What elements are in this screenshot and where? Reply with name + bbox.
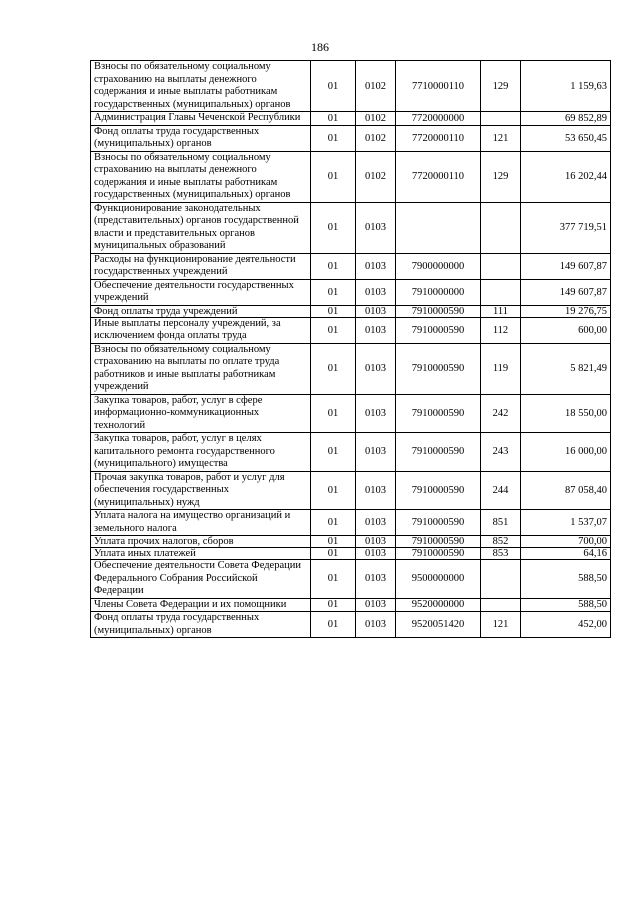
subsection-code: 0103: [356, 598, 396, 612]
item-name: Уплата налога на имущество организаций и земельного налога: [91, 510, 311, 536]
expense-type-code: 119: [481, 343, 521, 394]
target-article-code: 7910000590: [396, 510, 481, 536]
subsection-code: 0103: [356, 202, 396, 253]
table-row: [91, 279, 611, 305]
budget-table: [90, 60, 611, 638]
amount: 69 852,89: [521, 112, 611, 126]
page-number: 186: [311, 40, 329, 54]
amount: 149 607,87: [521, 253, 611, 279]
subsection-code: 0103: [356, 536, 396, 548]
subsection-code: 0102: [356, 61, 396, 112]
section-code: 01: [311, 279, 356, 305]
amount: 87 058,40: [521, 471, 611, 510]
subsection-code: 0102: [356, 125, 396, 151]
amount: 18 550,00: [521, 394, 611, 433]
target-article-code: 7910000590: [396, 305, 481, 317]
amount: 452,00: [521, 612, 611, 638]
item-name: Уплата иных платежей: [91, 548, 311, 560]
amount: 149 607,87: [521, 279, 611, 305]
target-article-code: [396, 202, 481, 253]
amount: 588,50: [521, 560, 611, 599]
section-code: 01: [311, 548, 356, 560]
section-code: 01: [311, 536, 356, 548]
table-row: [91, 253, 611, 279]
table-row: [91, 305, 611, 317]
table-row: [91, 343, 611, 394]
table-row: [91, 548, 611, 560]
expense-type-code: [481, 598, 521, 612]
expense-type-code: 129: [481, 61, 521, 112]
amount: 1 159,63: [521, 61, 611, 112]
table-row: [91, 112, 611, 126]
table-row: [91, 598, 611, 612]
item-name: Взносы по обязательному социальному страхованию на выплаты денежного содержания и иные выплаты работникам государственных (муниципальных) органов: [91, 151, 311, 202]
subsection-code: 0103: [356, 317, 396, 343]
item-name: Фонд оплаты труда учреждений: [91, 305, 311, 317]
amount: 53 650,45: [521, 125, 611, 151]
table-row: [91, 151, 611, 202]
expense-type-code: 244: [481, 471, 521, 510]
expense-type-code: 111: [481, 305, 521, 317]
target-article-code: 7720000110: [396, 151, 481, 202]
expense-type-code: [481, 253, 521, 279]
target-article-code: 7910000590: [396, 317, 481, 343]
table-row: [91, 536, 611, 548]
subsection-code: 0103: [356, 510, 396, 536]
subsection-code: 0103: [356, 394, 396, 433]
section-code: 01: [311, 471, 356, 510]
target-article-code: 9500000000: [396, 560, 481, 599]
amount: 5 821,49: [521, 343, 611, 394]
target-article-code: 7910000590: [396, 536, 481, 548]
amount: 600,00: [521, 317, 611, 343]
expense-type-code: 853: [481, 548, 521, 560]
table-row: [91, 61, 611, 112]
table-row: [91, 202, 611, 253]
table-row: [91, 317, 611, 343]
expense-type-code: 121: [481, 612, 521, 638]
item-name: Функционирование законодательных (представительных) органов государственной власти и представительных органов муниципальных образований: [91, 202, 311, 253]
expense-type-code: 112: [481, 317, 521, 343]
subsection-code: 0103: [356, 560, 396, 599]
table-row: [91, 560, 611, 599]
target-article-code: 7720000110: [396, 125, 481, 151]
target-article-code: 7910000590: [396, 433, 481, 472]
item-name: Взносы по обязательному социальному страхованию на выплаты денежного содержания и иные выплаты работникам государственных (муниципальных) органов: [91, 61, 311, 112]
table-row: [91, 433, 611, 472]
target-article-code: 9520000000: [396, 598, 481, 612]
table-row: [91, 394, 611, 433]
section-code: 01: [311, 151, 356, 202]
target-article-code: 7910000590: [396, 394, 481, 433]
section-code: 01: [311, 394, 356, 433]
subsection-code: 0103: [356, 612, 396, 638]
table-row: [91, 510, 611, 536]
amount: 700,00: [521, 536, 611, 548]
section-code: 01: [311, 202, 356, 253]
item-name: Обеспечение деятельности Совета Федерации Федерального Собрания Российской Федерации: [91, 560, 311, 599]
item-name: Закупка товаров, работ, услуг в целях капитального ремонта государственного (муниципального) имущества: [91, 433, 311, 472]
amount: 64,16: [521, 548, 611, 560]
subsection-code: 0103: [356, 305, 396, 317]
table-row: [91, 612, 611, 638]
expense-type-code: [481, 112, 521, 126]
item-name: Иные выплаты персоналу учреждений, за исключением фонда оплаты труда: [91, 317, 311, 343]
expense-type-code: 851: [481, 510, 521, 536]
table-row: [91, 125, 611, 151]
target-article-code: 7710000110: [396, 61, 481, 112]
subsection-code: 0103: [356, 433, 396, 472]
subsection-code: 0103: [356, 471, 396, 510]
budget-table-body: [91, 61, 611, 638]
section-code: 01: [311, 343, 356, 394]
amount: 1 537,07: [521, 510, 611, 536]
item-name: Члены Совета Федерации и их помощники: [91, 598, 311, 612]
item-name: Взносы по обязательному социальному страхованию на выплаты по оплате труда работников и иные выплаты работникам учреждений: [91, 343, 311, 394]
subsection-code: 0103: [356, 343, 396, 394]
target-article-code: 7720000000: [396, 112, 481, 126]
item-name: Прочая закупка товаров, работ и услуг для обеспечения государственных (муниципальных) нужд: [91, 471, 311, 510]
amount: 377 719,51: [521, 202, 611, 253]
target-article-code: 9520051420: [396, 612, 481, 638]
target-article-code: 7900000000: [396, 253, 481, 279]
target-article-code: 7910000000: [396, 279, 481, 305]
target-article-code: 7910000590: [396, 343, 481, 394]
section-code: 01: [311, 598, 356, 612]
item-name: Уплата прочих налогов, сборов: [91, 536, 311, 548]
subsection-code: 0102: [356, 151, 396, 202]
target-article-code: 7910000590: [396, 471, 481, 510]
section-code: 01: [311, 560, 356, 599]
section-code: 01: [311, 253, 356, 279]
item-name: Фонд оплаты труда государственных (муниципальных) органов: [91, 125, 311, 151]
section-code: 01: [311, 61, 356, 112]
expense-type-code: 242: [481, 394, 521, 433]
subsection-code: 0103: [356, 279, 396, 305]
expense-type-code: 852: [481, 536, 521, 548]
target-article-code: 7910000590: [396, 548, 481, 560]
section-code: 01: [311, 305, 356, 317]
section-code: 01: [311, 510, 356, 536]
expense-type-code: 243: [481, 433, 521, 472]
expense-type-code: 129: [481, 151, 521, 202]
subsection-code: 0102: [356, 112, 396, 126]
section-code: 01: [311, 125, 356, 151]
expense-type-code: [481, 560, 521, 599]
subsection-code: 0103: [356, 548, 396, 560]
item-name: Расходы на функционирование деятельности государственных учреждений: [91, 253, 311, 279]
section-code: 01: [311, 612, 356, 638]
item-name: Администрация Главы Чеченской Республики: [91, 112, 311, 126]
section-code: 01: [311, 317, 356, 343]
amount: 16 202,44: [521, 151, 611, 202]
item-name: Закупка товаров, работ, услуг в сфере информационно-коммуникационных технологий: [91, 394, 311, 433]
expense-type-code: 121: [481, 125, 521, 151]
item-name: Фонд оплаты труда государственных (муниципальных) органов: [91, 612, 311, 638]
subsection-code: 0103: [356, 253, 396, 279]
section-code: 01: [311, 433, 356, 472]
amount: 16 000,00: [521, 433, 611, 472]
amount: 588,50: [521, 598, 611, 612]
expense-type-code: [481, 202, 521, 253]
section-code: 01: [311, 112, 356, 126]
amount: 19 276,75: [521, 305, 611, 317]
item-name: Обеспечение деятельности государственных учреждений: [91, 279, 311, 305]
table-row: [91, 471, 611, 510]
expense-type-code: [481, 279, 521, 305]
